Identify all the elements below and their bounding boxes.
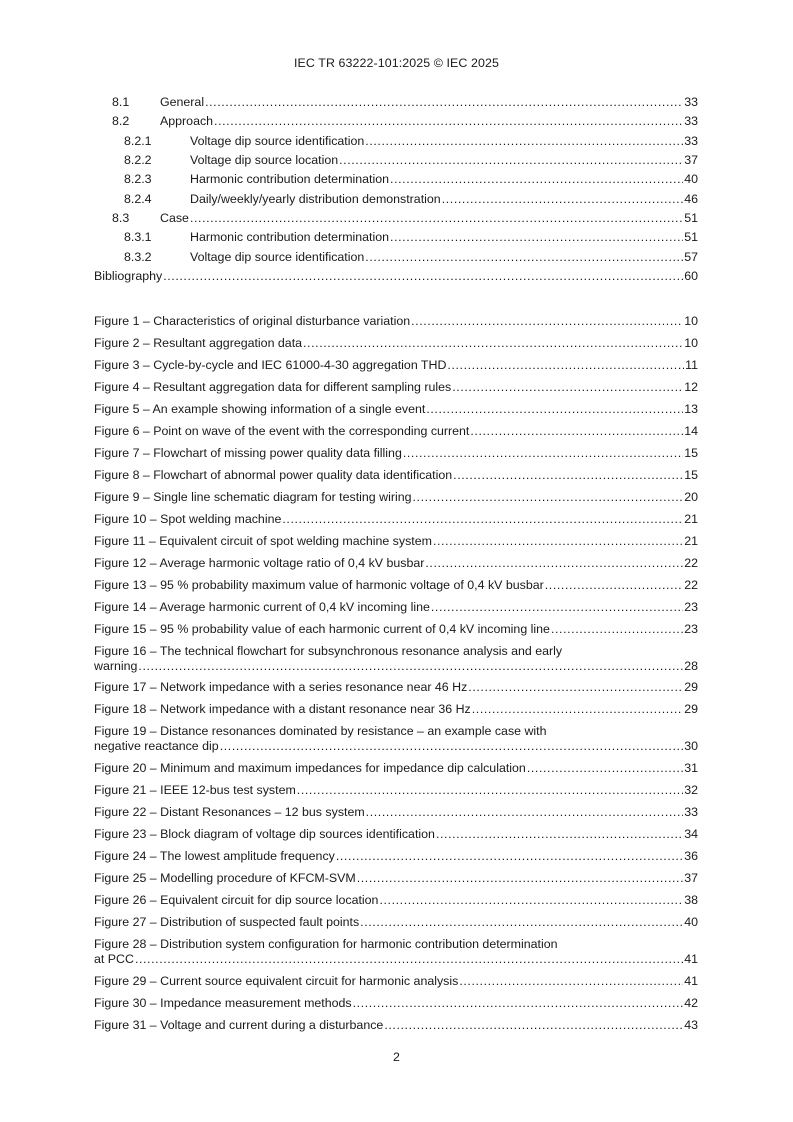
leader-dots bbox=[452, 379, 683, 395]
toc-entry-8-2-3[interactable] bbox=[124, 171, 698, 187]
toc-entry-8-2-2[interactable] bbox=[124, 152, 698, 168]
figure-entry-page: 23 bbox=[684, 600, 698, 614]
figure-entry-title: Figure 27 – Distribution of suspected fault points bbox=[94, 915, 360, 929]
leader-dots bbox=[135, 951, 683, 967]
figure-entry[interactable] bbox=[94, 357, 698, 373]
toc-entry-title: Harmonic contribution determination bbox=[190, 230, 390, 244]
leader-dots bbox=[353, 995, 684, 1011]
leader-dots bbox=[384, 1017, 683, 1033]
figure-entry-line1[interactable]: Figure 16 – The technical flowchart for subsynchronous resonance analysis and early bbox=[94, 644, 563, 658]
figure-entry[interactable] bbox=[94, 870, 698, 886]
toc-entry-8-2[interactable] bbox=[112, 113, 698, 129]
leader-dots bbox=[336, 848, 683, 864]
leader-dots bbox=[411, 313, 683, 329]
figure-entry-page: 22 bbox=[684, 578, 698, 592]
figure-entry-page: 21 bbox=[684, 534, 698, 548]
figure-entry-page: 29 bbox=[684, 680, 698, 694]
figure-entry-page: 42 bbox=[684, 996, 698, 1010]
figure-entry-title: Figure 3 – Cycle-by-cycle and IEC 61000-4-30 aggregation THD bbox=[94, 358, 447, 372]
leader-dots bbox=[357, 870, 684, 886]
toc-entry-8-3[interactable] bbox=[112, 210, 698, 226]
leader-dots bbox=[453, 467, 683, 483]
leader-dots bbox=[403, 445, 683, 461]
figure-entry-title: Figure 9 – Single line schematic diagram for testing wiring bbox=[94, 490, 412, 504]
toc-entry-number: 8.2.1 bbox=[124, 134, 152, 148]
figure-entry[interactable] bbox=[94, 401, 698, 417]
figure-entry-title: negative reactance dip bbox=[94, 739, 219, 753]
figure-entry[interactable] bbox=[94, 679, 698, 695]
figure-entry[interactable] bbox=[94, 423, 698, 439]
toc-entry-8-3-2[interactable] bbox=[124, 249, 698, 265]
figure-entry-line1[interactable]: Figure 19 – Distance resonances dominated by resistance – an example case with bbox=[94, 724, 547, 738]
leader-dots bbox=[433, 533, 683, 549]
figure-entry-title: Figure 13 – 95 % probability maximum value of harmonic voltage of 0,4 kV busbar bbox=[94, 578, 544, 592]
figure-entry-title: at PCC bbox=[94, 952, 134, 966]
figure-entry[interactable] bbox=[94, 760, 698, 776]
leader-dots bbox=[426, 401, 683, 417]
figure-entry-title: Figure 15 – 95 % probability value of each harmonic current of 0,4 kV incoming line bbox=[94, 622, 550, 636]
leader-dots bbox=[205, 94, 683, 110]
toc-entry-title: Harmonic contribution determination bbox=[190, 172, 390, 186]
toc-entry-title: General bbox=[160, 95, 205, 109]
toc-entry-number: 8.2.3 bbox=[124, 172, 152, 186]
figure-entry-page: 14 bbox=[684, 424, 698, 438]
figure-entry-page: 22 bbox=[684, 556, 698, 570]
figure-entry-title: Figure 1 – Characteristics of original disturbance variation bbox=[94, 314, 411, 328]
leader-dots bbox=[360, 914, 683, 930]
toc-entry-number: 8.3.1 bbox=[124, 230, 152, 244]
figure-entry-title: Figure 7 – Flowchart of missing power quality data filling bbox=[94, 446, 402, 460]
figure-entry-page: 15 bbox=[684, 446, 698, 460]
leader-dots bbox=[472, 701, 683, 717]
leader-dots bbox=[551, 621, 683, 637]
figure-entry[interactable] bbox=[94, 555, 698, 571]
figure-entry-page: 10 bbox=[684, 314, 698, 328]
figure-entry[interactable] bbox=[94, 577, 698, 593]
figure-entry-title: Figure 11 – Equivalent circuit of spot welding machine system bbox=[94, 534, 432, 548]
leader-dots bbox=[214, 113, 683, 129]
figure-entry[interactable] bbox=[94, 533, 698, 549]
toc-entry-title: Daily/weekly/yearly distribution demonstration bbox=[190, 192, 441, 206]
figure-entry-page: 38 bbox=[684, 893, 698, 907]
leader-dots bbox=[459, 973, 683, 989]
toc-entry-bibliography[interactable] bbox=[94, 268, 698, 284]
leader-dots bbox=[282, 511, 683, 527]
figure-entry-title: Figure 14 – Average harmonic current of 0,4 kV incoming line bbox=[94, 600, 430, 614]
figure-entry-page: 10 bbox=[684, 336, 698, 350]
toc-entry-page: 37 bbox=[684, 153, 698, 167]
figure-entry[interactable] bbox=[94, 848, 698, 864]
figure-entry-page: 43 bbox=[684, 1018, 698, 1032]
figure-entry[interactable] bbox=[94, 892, 698, 908]
figure-entry-page: 15 bbox=[684, 468, 698, 482]
figure-entry-title: Figure 8 – Flowchart of abnormal power quality data identification bbox=[94, 468, 453, 482]
toc-entry-title: Case bbox=[160, 211, 189, 225]
figure-entry[interactable] bbox=[94, 1017, 698, 1033]
figure-entry[interactable] bbox=[94, 658, 698, 674]
figure-entry[interactable] bbox=[94, 467, 698, 483]
figure-entry[interactable] bbox=[94, 511, 698, 527]
toc-entry-page: 46 bbox=[684, 192, 698, 206]
figure-entry[interactable] bbox=[94, 379, 698, 395]
toc-entry-title: Voltage dip source location bbox=[190, 153, 339, 167]
figure-entry[interactable] bbox=[94, 701, 698, 717]
figure-entry[interactable] bbox=[94, 489, 698, 505]
figure-entry-title: Figure 23 – Block diagram of voltage dip sources identification bbox=[94, 827, 435, 841]
leader-dots bbox=[339, 152, 683, 168]
figure-entry[interactable] bbox=[94, 995, 698, 1011]
figure-entry[interactable] bbox=[94, 599, 698, 615]
figure-entry-title: Figure 30 – Impedance measurement methods bbox=[94, 996, 352, 1010]
figure-entry-page: 30 bbox=[684, 739, 698, 753]
leader-dots bbox=[468, 679, 683, 695]
toc-entry-page: 33 bbox=[684, 114, 698, 128]
toc-entry-8-2-4[interactable] bbox=[124, 191, 698, 207]
figure-entry[interactable] bbox=[94, 335, 698, 351]
figure-entry-title: Figure 18 – Network impedance with a distant resonance near 36 Hz bbox=[94, 702, 471, 716]
figure-entry[interactable] bbox=[94, 804, 698, 820]
figure-entry-page: 31 bbox=[684, 761, 698, 775]
figure-entry-page: 21 bbox=[684, 512, 698, 526]
leader-dots bbox=[436, 826, 683, 842]
figure-entry-title: Figure 20 – Minimum and maximum impedances for impedance dip calculation bbox=[94, 761, 526, 775]
figure-entry-page: 13 bbox=[684, 402, 698, 416]
toc-entry-page: 51 bbox=[684, 211, 698, 225]
figure-entry-title: Figure 21 – IEEE 12-bus test system bbox=[94, 783, 296, 797]
toc-entry-page: 60 bbox=[684, 269, 698, 283]
figure-entry-title: Figure 26 – Equivalent circuit for dip source location bbox=[94, 893, 379, 907]
figure-entry[interactable] bbox=[94, 621, 698, 637]
figure-entry-page: 34 bbox=[684, 827, 698, 841]
leader-dots bbox=[365, 249, 683, 265]
toc-entry-title: Bibliography bbox=[94, 269, 163, 283]
figure-entry-page: 12 bbox=[684, 380, 698, 394]
leader-dots bbox=[297, 782, 683, 798]
leader-dots bbox=[442, 191, 684, 207]
page-number: 2 bbox=[393, 1050, 400, 1064]
toc-entry-page: 40 bbox=[684, 172, 698, 186]
toc-entry-page: 33 bbox=[684, 134, 698, 148]
leader-dots bbox=[527, 760, 683, 776]
figure-entry-title: Figure 24 – The lowest amplitude frequency bbox=[94, 849, 335, 863]
leader-dots bbox=[431, 599, 683, 615]
toc-entry-number: 8.3.2 bbox=[124, 250, 152, 264]
toc-entry-title: Voltage dip source identification bbox=[190, 250, 365, 264]
leader-dots bbox=[425, 555, 683, 571]
figure-entry-page: 41 bbox=[684, 952, 698, 966]
leader-dots bbox=[365, 133, 683, 149]
figure-entry-title: Figure 12 – Average harmonic voltage ratio of 0,4 kV busbar bbox=[94, 556, 425, 570]
toc-entry-page: 51 bbox=[684, 230, 698, 244]
leader-dots bbox=[303, 335, 683, 351]
leader-dots bbox=[138, 658, 683, 674]
figure-entry-page: 40 bbox=[684, 915, 698, 929]
figure-entry-page: 28 bbox=[684, 659, 698, 673]
figure-entry-title: Figure 31 – Voltage and current during a disturbance bbox=[94, 1018, 384, 1032]
toc-entry-number: 8.2.4 bbox=[124, 192, 152, 206]
figure-entry-title: Figure 6 – Point on wave of the event with the corresponding current bbox=[94, 424, 470, 438]
leader-dots bbox=[163, 268, 683, 284]
figure-entry[interactable] bbox=[94, 738, 698, 754]
figure-entry-title: Figure 5 – An example showing information of a single event bbox=[94, 402, 426, 416]
figure-entry-title: Figure 10 – Spot welding machine bbox=[94, 512, 282, 526]
figure-entry-title: Figure 25 – Modelling procedure of KFCM-SVM bbox=[94, 871, 356, 885]
leader-dots bbox=[220, 738, 684, 754]
figure-entry[interactable] bbox=[94, 782, 698, 798]
figure-entry-title: Figure 22 – Distant Resonances – 12 bus system bbox=[94, 805, 365, 819]
figure-entry-page: 29 bbox=[684, 702, 698, 716]
toc-entry-title: Voltage dip source identification bbox=[190, 134, 365, 148]
toc-entry-number: 8.2.2 bbox=[124, 153, 152, 167]
figure-entry-line1[interactable]: Figure 28 – Distribution system configuration for harmonic contribution determination bbox=[94, 937, 558, 951]
toc-entry-title: Approach bbox=[160, 114, 214, 128]
toc-entry-page: 57 bbox=[684, 250, 698, 264]
leader-dots bbox=[366, 804, 684, 820]
toc-entry-8-2-1[interactable] bbox=[124, 133, 698, 149]
figure-entry-title: warning bbox=[94, 659, 138, 673]
figure-entry-title: Figure 17 – Network impedance with a series resonance near 46 Hz bbox=[94, 680, 468, 694]
page-header: IEC TR 63222-101:2025 © IEC 2025 bbox=[294, 56, 499, 70]
figure-entry-page: 20 bbox=[684, 490, 698, 504]
toc-entry-8-3-1[interactable] bbox=[124, 229, 698, 245]
figure-entry[interactable] bbox=[94, 826, 698, 842]
figure-entry-title: Figure 29 – Current source equivalent circuit for harmonic analysis bbox=[94, 974, 459, 988]
toc-entry-number: 8.2 bbox=[112, 114, 130, 128]
figure-entry[interactable] bbox=[94, 973, 698, 989]
figure-entry-page: 36 bbox=[684, 849, 698, 863]
figure-entry-page: 11 bbox=[685, 358, 698, 372]
leader-dots bbox=[413, 489, 684, 505]
toc-entry-number: 8.1 bbox=[112, 95, 130, 109]
figure-entry-page: 37 bbox=[684, 871, 698, 885]
figure-entry[interactable] bbox=[94, 951, 698, 967]
leader-dots bbox=[379, 892, 683, 908]
figure-entry[interactable] bbox=[94, 914, 698, 930]
figure-entry-page: 32 bbox=[684, 783, 698, 797]
toc-entry-8-1[interactable] bbox=[112, 94, 698, 110]
figure-entry-title: Figure 4 – Resultant aggregation data for different sampling rules bbox=[94, 380, 452, 394]
toc-entry-page: 33 bbox=[684, 95, 698, 109]
figure-entry-page: 41 bbox=[684, 974, 698, 988]
figure-entry[interactable] bbox=[94, 445, 698, 461]
figure-entry[interactable] bbox=[94, 313, 698, 329]
leader-dots bbox=[390, 171, 683, 187]
leader-dots bbox=[545, 577, 683, 593]
figure-entry-title: Figure 2 – Resultant aggregation data bbox=[94, 336, 303, 350]
leader-dots bbox=[190, 210, 683, 226]
leader-dots bbox=[447, 357, 684, 373]
figure-entry-page: 23 bbox=[684, 622, 698, 636]
figure-entry-page: 33 bbox=[684, 805, 698, 819]
leader-dots bbox=[470, 423, 683, 439]
leader-dots bbox=[390, 229, 683, 245]
toc-entry-number: 8.3 bbox=[112, 211, 130, 225]
